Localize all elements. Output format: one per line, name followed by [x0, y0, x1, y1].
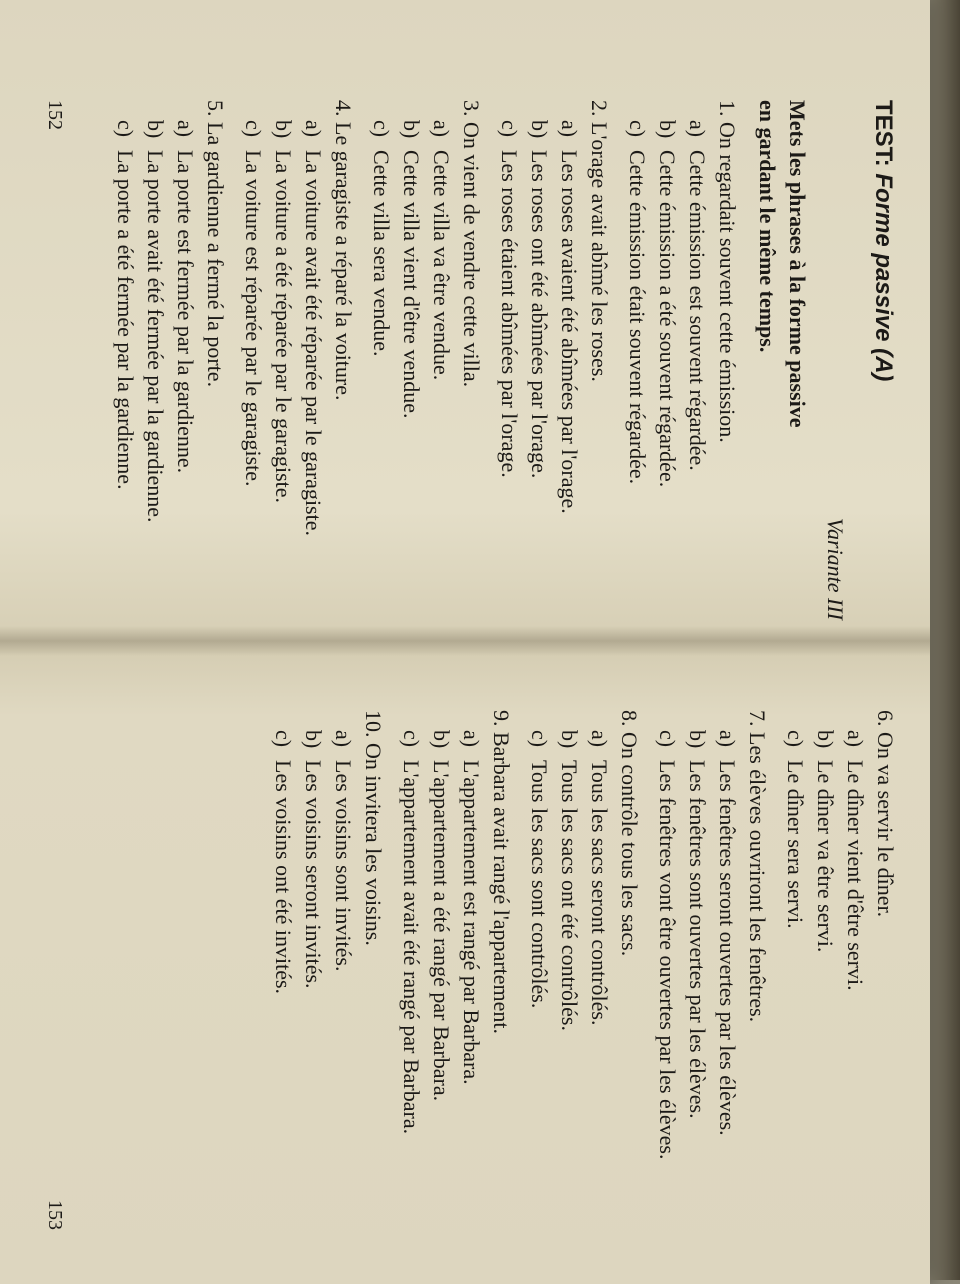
option-text: Les voisins seront invités.	[301, 760, 326, 989]
right-page	[40, 710, 900, 1230]
title-prefix: TEST:	[870, 100, 897, 167]
option-text: Les roses étaient abîmées par l'orage.	[497, 150, 522, 478]
option-text: Le dîner va être servi.	[813, 760, 838, 953]
answer-options	[268, 710, 358, 1230]
answer-option	[456, 710, 486, 1230]
answer-option	[298, 710, 328, 1230]
option-text: L'appartement avait été rangé par Barbara.	[399, 760, 424, 1135]
option-text: Tous les sacs seront contrôlés.	[587, 760, 612, 1026]
answer-option	[268, 710, 298, 1230]
option-letter: a)	[429, 120, 454, 138]
option-letter: b)	[143, 120, 168, 139]
answer-options	[524, 710, 614, 1230]
answer-options	[780, 710, 870, 1230]
option-text: L'appartement est rangé par Barbara.	[459, 760, 484, 1085]
option-text: Les voisins ont été invités.	[271, 760, 296, 995]
answer-options	[494, 100, 584, 620]
answer-option	[494, 100, 524, 620]
option-letter: b)	[685, 730, 710, 749]
option-letter: c)	[113, 120, 138, 138]
option-text: Les fenêtres sont ouvertes par les élèves.	[685, 760, 710, 1119]
answer-option	[110, 100, 140, 620]
question-stem: 4. Le garagiste a réparé la voiture.	[331, 100, 356, 401]
option-text: L'appartement a été rangé par Barbara.	[429, 760, 454, 1102]
option-text: Les roses ont été abîmées par l'orage.	[527, 150, 552, 479]
option-text: Le dîner vient d'être servi.	[843, 760, 868, 991]
option-letter: c)	[625, 120, 650, 138]
option-text: Les fenêtres seront ouvertes par les élèves.	[715, 760, 740, 1136]
option-letter: a)	[331, 730, 356, 748]
option-text: Tous les sacs sont contrôlés.	[527, 760, 552, 1009]
option-text: La porte a été fermée par la gardienne.	[113, 150, 138, 490]
answer-option	[366, 100, 396, 620]
answer-option	[712, 710, 742, 1230]
option-letter: c)	[527, 730, 552, 748]
option-text: Cette villa va être vendue.	[429, 150, 454, 381]
option-letter: a)	[173, 120, 198, 138]
option-letter: c)	[655, 730, 680, 748]
answer-option	[652, 100, 682, 620]
answer-option	[554, 710, 584, 1230]
question-stem: 8. On contrôle tous les sacs.	[617, 710, 642, 957]
answer-option	[652, 710, 682, 1230]
option-text: Les roses avaient été abîmées par l'orage.	[557, 150, 582, 514]
option-text: Cette émission a été souvent régardée.	[655, 150, 680, 488]
answer-options	[652, 710, 742, 1230]
option-text: Cette émission était souvent régardée.	[625, 150, 650, 485]
answer-option	[170, 100, 200, 620]
variant-label: Variante III	[823, 517, 848, 620]
answer-option	[298, 100, 328, 620]
answer-option	[268, 100, 298, 620]
question-stem: 2. L'orage avait abîmé les roses.	[587, 100, 612, 382]
answer-options	[366, 100, 456, 620]
answer-option	[584, 710, 614, 1230]
option-letter: c)	[369, 120, 394, 138]
option-text: Les fenêtres vont être ouvertes par les élèves.	[655, 760, 680, 1160]
answer-option	[682, 100, 712, 620]
answer-options	[622, 100, 712, 620]
option-letter: b)	[429, 730, 454, 749]
option-letter: b)	[557, 730, 582, 749]
option-letter: c)	[783, 730, 808, 748]
option-letter: b)	[271, 120, 296, 139]
answer-option	[426, 710, 456, 1230]
instruction-text: Mets les phrases à la forme passive en gardant le même temps.	[755, 100, 810, 428]
option-letter: a)	[715, 730, 740, 748]
option-text: Les voisins sont invités.	[331, 760, 356, 972]
answer-option	[622, 100, 652, 620]
option-letter: a)	[685, 120, 710, 138]
answer-options	[238, 100, 328, 620]
page-number-right: 153	[44, 1200, 66, 1230]
question-stem: 7. Les élèves ouvriront les fenêtres.	[745, 710, 770, 1023]
answer-option	[328, 710, 358, 1230]
answer-option	[426, 100, 456, 620]
question-stem: 5. La gardienne a fermé la porte.	[203, 100, 228, 388]
answer-option	[554, 100, 584, 620]
option-letter: a)	[587, 730, 612, 748]
answer-option	[524, 100, 554, 620]
option-letter: b)	[301, 730, 326, 749]
question-stem: 3. On vient de vendre cette villa.	[459, 100, 484, 388]
option-text: Cette villa vient d'être vendue.	[399, 150, 424, 419]
option-letter: c)	[399, 730, 424, 748]
title-topic: Forme passive (A)	[870, 173, 897, 382]
option-letter: a)	[459, 730, 484, 748]
left-page	[40, 100, 900, 620]
answer-option	[140, 100, 170, 620]
test-title	[866, 100, 900, 620]
answer-option	[840, 710, 870, 1230]
option-text: La porte avait été fermée par la gardienne.	[143, 150, 168, 523]
answer-option	[810, 710, 840, 1230]
option-letter: a)	[557, 120, 582, 138]
answer-option	[682, 710, 712, 1230]
answer-option	[238, 100, 268, 620]
option-text: La voiture a été réparée par le garagiste.	[271, 150, 296, 504]
option-text: Cette villa sera vendue.	[369, 150, 394, 357]
option-letter: c)	[241, 120, 266, 138]
answer-options	[396, 710, 486, 1230]
question-stem: 9. Barbara avait rangé l'appartement.	[489, 710, 514, 1035]
question-list	[268, 710, 900, 1230]
option-text: La porte est fermée par la gardienne.	[173, 150, 198, 474]
answer-option	[780, 710, 810, 1230]
option-letter: c)	[497, 120, 522, 138]
option-letter: b)	[527, 120, 552, 139]
option-letter: b)	[399, 120, 424, 139]
option-text: Tous les sacs ont été contrôlés.	[557, 760, 582, 1031]
option-text: La voiture est réparée par le garagiste.	[241, 150, 266, 487]
question-list	[110, 100, 742, 620]
option-text: Cette émission est souvent régardée.	[685, 150, 710, 471]
question-stem: 1. On regardait souvent cette émission.	[715, 100, 740, 443]
option-text: La voiture avait été réparée par le garagiste.	[301, 150, 326, 536]
question-stem: 10. On invitera les voisins.	[361, 710, 386, 946]
answer-options	[110, 100, 200, 620]
question-stem: 6. On va servir le dîner.	[873, 710, 898, 918]
option-letter: a)	[301, 120, 326, 138]
book-gutter	[0, 626, 930, 656]
option-text: Le dîner sera servi.	[783, 760, 808, 929]
option-letter: b)	[813, 730, 838, 749]
option-letter: a)	[843, 730, 868, 748]
option-letter: c)	[271, 730, 296, 748]
answer-option	[396, 100, 426, 620]
answer-option	[396, 710, 426, 1230]
page-number-left: 152	[44, 100, 66, 130]
option-letter: b)	[655, 120, 680, 139]
answer-option	[524, 710, 554, 1230]
